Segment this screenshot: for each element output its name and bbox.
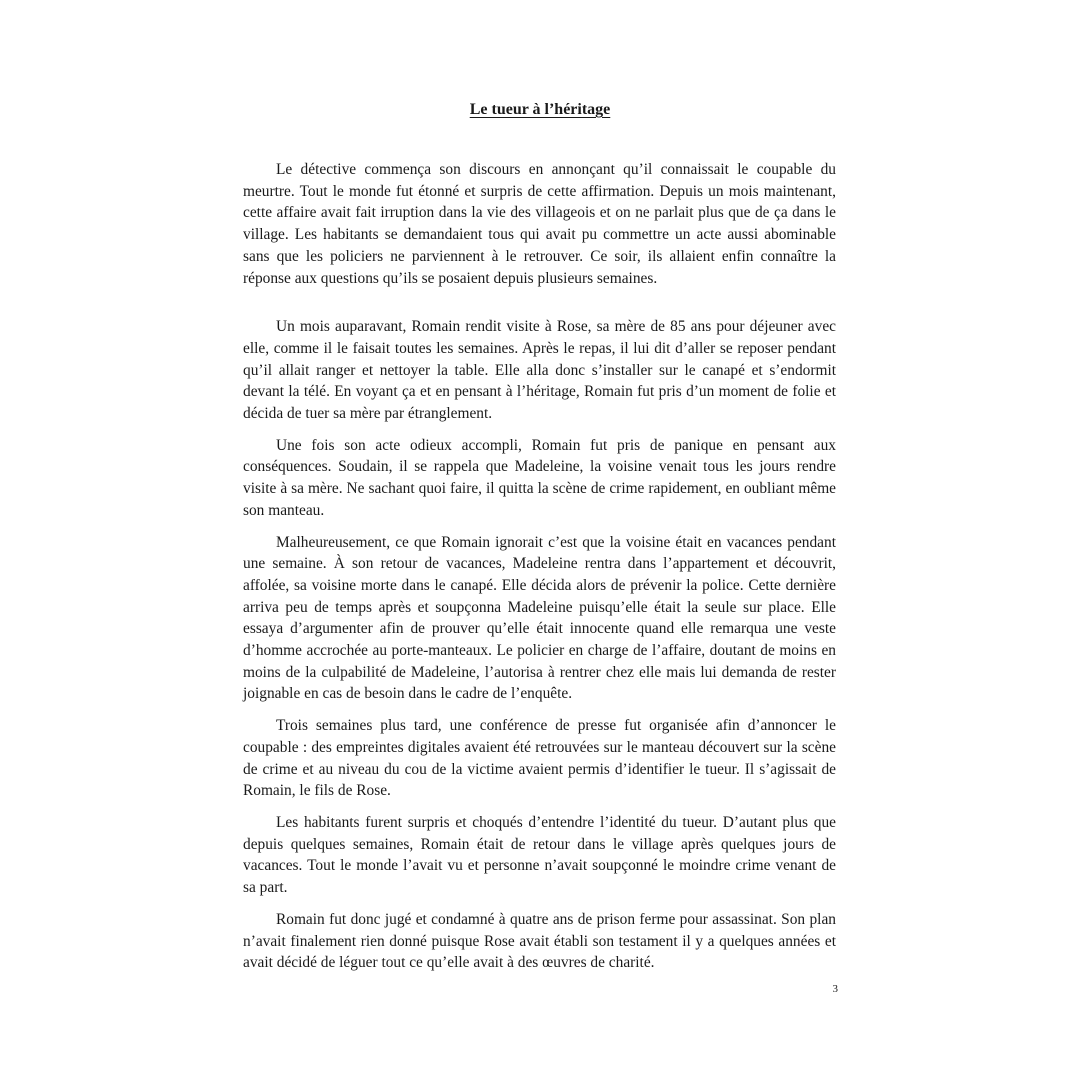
page-number: 3 <box>832 983 838 995</box>
paragraph-7: Romain fut donc jugé et condamné à quatre ans de prison ferme pour assassinat. Son plan n’avait finalement rien donné puisque Rose avait établi son testament il y a quelques années et avait décidé de léguer tout ce qu’elle avait à des œuvres de charité. <box>243 910 836 972</box>
paragraph-1: Le détective commença son discours en annonçant qu’il connaissait le coupable du meurtre. Tout le monde fut étonné et surpris de cette affirmation. Depuis un mois maintenant, cette affaire avait fait irruption dans la vie des villageois et on ne parlait plus que de ça dans le village. Les habitants se demandaient tous qui avait pu commettre un acte aussi abominable sans que les policiers ne parviennent à le retrouver. Ce soir, ils allaient enfin connaître la réponse aux questions qu’ils se posaient depuis plusieurs semaines. <box>243 161 836 287</box>
paragraph-5: Trois semaines plus tard, une conférence de presse fut organisée afin d’annoncer le coupable : des empreintes digitales avaient été retrouvées sur le manteau découvert sur la scène de crime et au niveau du cou de la victime avaient permis d’identifier le tueur. Il s’agissait de Romain, le fils de Rose. <box>243 717 836 800</box>
document-body <box>243 159 836 984</box>
paragraph-6: Les habitants furent surpris et choqués d’entendre l’identité du tueur. D’autant plus que depuis quelques semaines, Romain était de retour dans le village après quelques jours de vacances. Tout le monde l’avait vu et personne n’avait soupçonné le moindre crime venant de sa part. <box>243 813 836 897</box>
document-title: Le tueur à l’héritage <box>469 101 611 118</box>
paragraph-3: Une fois son acte odieux accompli, Romain fut pris de panique en pensant aux conséquences. Soudain, il se rappela que Madeleine, la voisine venait tous les jours rendre visite à sa mère. Ne sachant quoi faire, il quitta la scène de crime rapidement, en oubliant même son manteau. <box>243 436 836 519</box>
paragraph-2: Un mois auparavant, Romain rendit visite à Rose, sa mère de 85 ans pour déjeuner avec elle, comme il le faisait toutes les semaines. Après le repas, il lui dit d’aller se reposer pendant qu’il allait ranger et nettoyer la table. Elle alla donc s’installer sur le canapé et s’endormit devant la télé. En voyant ça et en pensant à l’héritage, Romain fut pris d’un moment de folie et décida de tuer sa mère par étranglement. <box>243 318 836 423</box>
paragraph-4: Malheureusement, ce que Romain ignorait c’est que la voisine était en vacances pendant une semaine. À son retour de vacances, Madeleine rentra dans l’appartement et découvrit, affolée, sa voisine morte dans le canapé. Elle décida alors de prévenir la police. Cette dernière arriva peu de temps après et soupçonna Madeleine puisqu’elle était la seule sur place. Elle essaya d’argumenter afin de prouver qu’elle était innocente quand elle remarqua une veste d’homme accrochée au porte-manteaux. Le policier en charge de l’affaire, doutant de moins en moins de la culpabilité de Madeleine, l’autorisa à rentrer chez elle mais lui demanda de rester joignable en cas de besoin dans le cadre de l’enquête. <box>243 533 836 703</box>
